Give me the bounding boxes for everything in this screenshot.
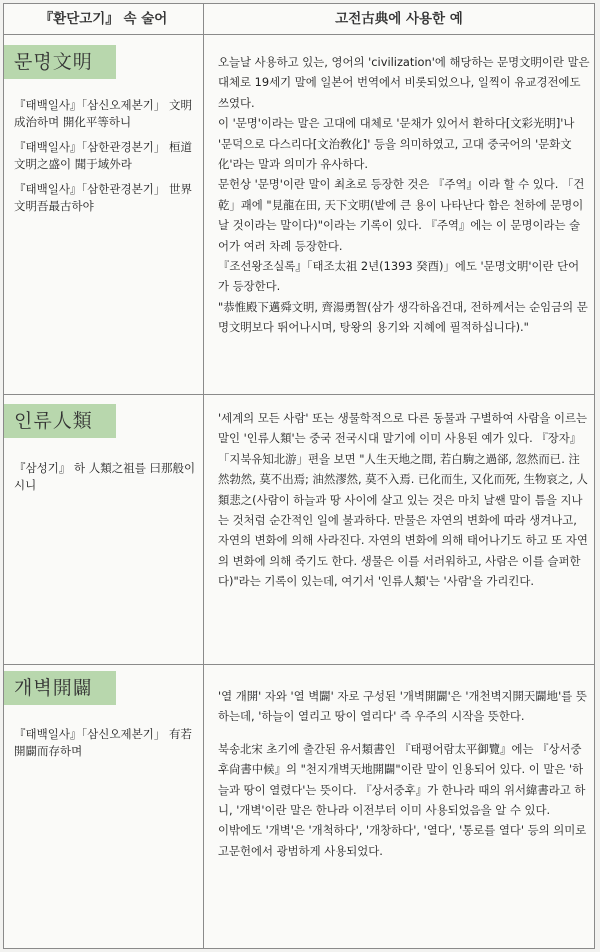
source-quote: 『삼성기』 하 人類之祖를 曰那般이시니 xyxy=(14,461,196,492)
source-list xyxy=(14,460,200,502)
column-divider xyxy=(203,4,204,948)
column-header-terms: 『환단고기』 속 술어 xyxy=(39,11,168,27)
example-text xyxy=(218,686,590,861)
example-paragraph: 『조선왕조실록』「태조太祖 2년(1393 癸酉)」에도 '문명文明'이란 단어가 등장한다. xyxy=(218,259,580,294)
source-quote: 『태백일사』「삼신오제본기」 文明成治하며 開化平等하니 xyxy=(14,98,192,129)
example-paragraph: 문헌상 '문명'이란 말이 최초로 등장한 것은 『주역』이라 할 수 있다. 「건乾」괘에 "見龍在田, 天下文明(밭에 큰 용이 나타난다 함은 천하에 문명이 날 것이라는 말이다)"이라는 기록이 있다. 『주역』에는 이 문명이라는 술어가 여러 차례 등장한다. xyxy=(218,177,585,253)
header-divider xyxy=(4,34,594,35)
column-header-examples: 고전古典에 사용한 예 xyxy=(335,11,463,27)
example-paragraph: 이 '문명'이라는 말은 고대에 대체로 '문채가 있어서 환하다[文彩光明]'나 '문덕으로 다스리다[文治敎化]' 등을 의미하였고, 고대 중국어의 '문화文化'라는 말과 의미가 유사하다. xyxy=(218,116,575,172)
row-divider xyxy=(4,394,594,395)
source-list xyxy=(14,97,200,223)
term-label-gaebyeok: 개벽開闢 xyxy=(4,671,116,705)
source-quote: 『태백일사』「삼한관경본기」 桓道文明之盛이 聞于域外라 xyxy=(14,140,192,171)
source-quote: 『태백일사』「삼신오제본기」 有若開闢而存하며 xyxy=(14,727,192,758)
example-paragraph: 오늘날 사용하고 있는, 영어의 'civilization'에 해당하는 문명文明이란 말은 대체로 19세기 말에 일본어 번역에서 비롯되었으나, 일찍이 유교경전에도 쓰였다. xyxy=(218,55,590,110)
example-paragraph: 이밖에도 '개벽'은 '개척하다', '개창하다', '열다', '통로를 열다' 등의 의미로 고문헌에서 광범하게 사용되었다. xyxy=(218,823,587,858)
term-label-munmyeong: 문명文明 xyxy=(4,45,116,79)
example-paragraph: "恭惟殿下邁舜文明, 齊湯勇智(삼가 생각하옵건대, 전하께서는 순임금의 문명文明보다 뛰어나시며, 탕왕의 용기와 지혜에 필적하십니다)." xyxy=(218,299,588,335)
source-list xyxy=(14,726,200,768)
example-paragraph: '세계의 모든 사람' 또는 생물학적으로 다른 동물과 구별하여 사람을 이르는 말인 '인류人類'는 중국 전국시대 말기에 이미 사용된 예가 있다. 『장자』「지북유知北游」편을 보면 "人生天地之間, 若白駒之過郤, 忽然而已. 注然勃然, 莫不出焉; 油然漻然, 莫不入焉. 已化而生, 又化而死, 生物哀之, 人類悲之(사람이 하늘과 땅 사이에 살고 있는 것은 마치 날쌘 말이 틈을 지나는 것처럼 순간적인 일에 불과하다. 만물은 자연의 변화에 따라 생겨나고, 자연의 변화에 의해 사라진다. 자연의 변화에 의해 태어나기도 하고 또 자연의 변화에 의해 죽기도 한다. 생물은 이를 서러워하고, 사람은 이를 슬퍼한다)"라는 기록이 있는데, 여기서 '인류人類'는 '사람'을 가리킨다. xyxy=(218,411,588,589)
example-text xyxy=(218,52,590,338)
row-divider xyxy=(4,664,594,665)
example-text xyxy=(218,408,590,592)
example-paragraph: 북송北宋 초기에 출간된 유서類書인 『태평어람太平御覽』에는 『상서중후尙書中候』의 "천지개벽天地開闢"이란 말이 인용되어 있다. 이 말은 '하늘과 땅이 열렸다'는 뜻이다. 『상서중후』가 한나라 때의 위서緯書라고 하니, '개벽'이란 말은 한나라 이전부터 이미 사용되었음을 알 수 있다. xyxy=(218,741,586,818)
comparison-table xyxy=(3,3,595,949)
paragraph-gap xyxy=(218,727,590,739)
example-paragraph: '열 개開' 자와 '열 벽闢' 자로 구성된 '개벽開闢'은 '개천벽지開天闢地'를 뜻하는데, '하늘이 열리고 땅이 열리다' 즉 우주의 시작을 뜻한다. xyxy=(218,689,587,724)
term-label-illyu: 인류人類 xyxy=(4,404,116,438)
source-quote: 『태백일사』「삼한관경본기」 世界文明吾最古하야 xyxy=(14,182,192,213)
